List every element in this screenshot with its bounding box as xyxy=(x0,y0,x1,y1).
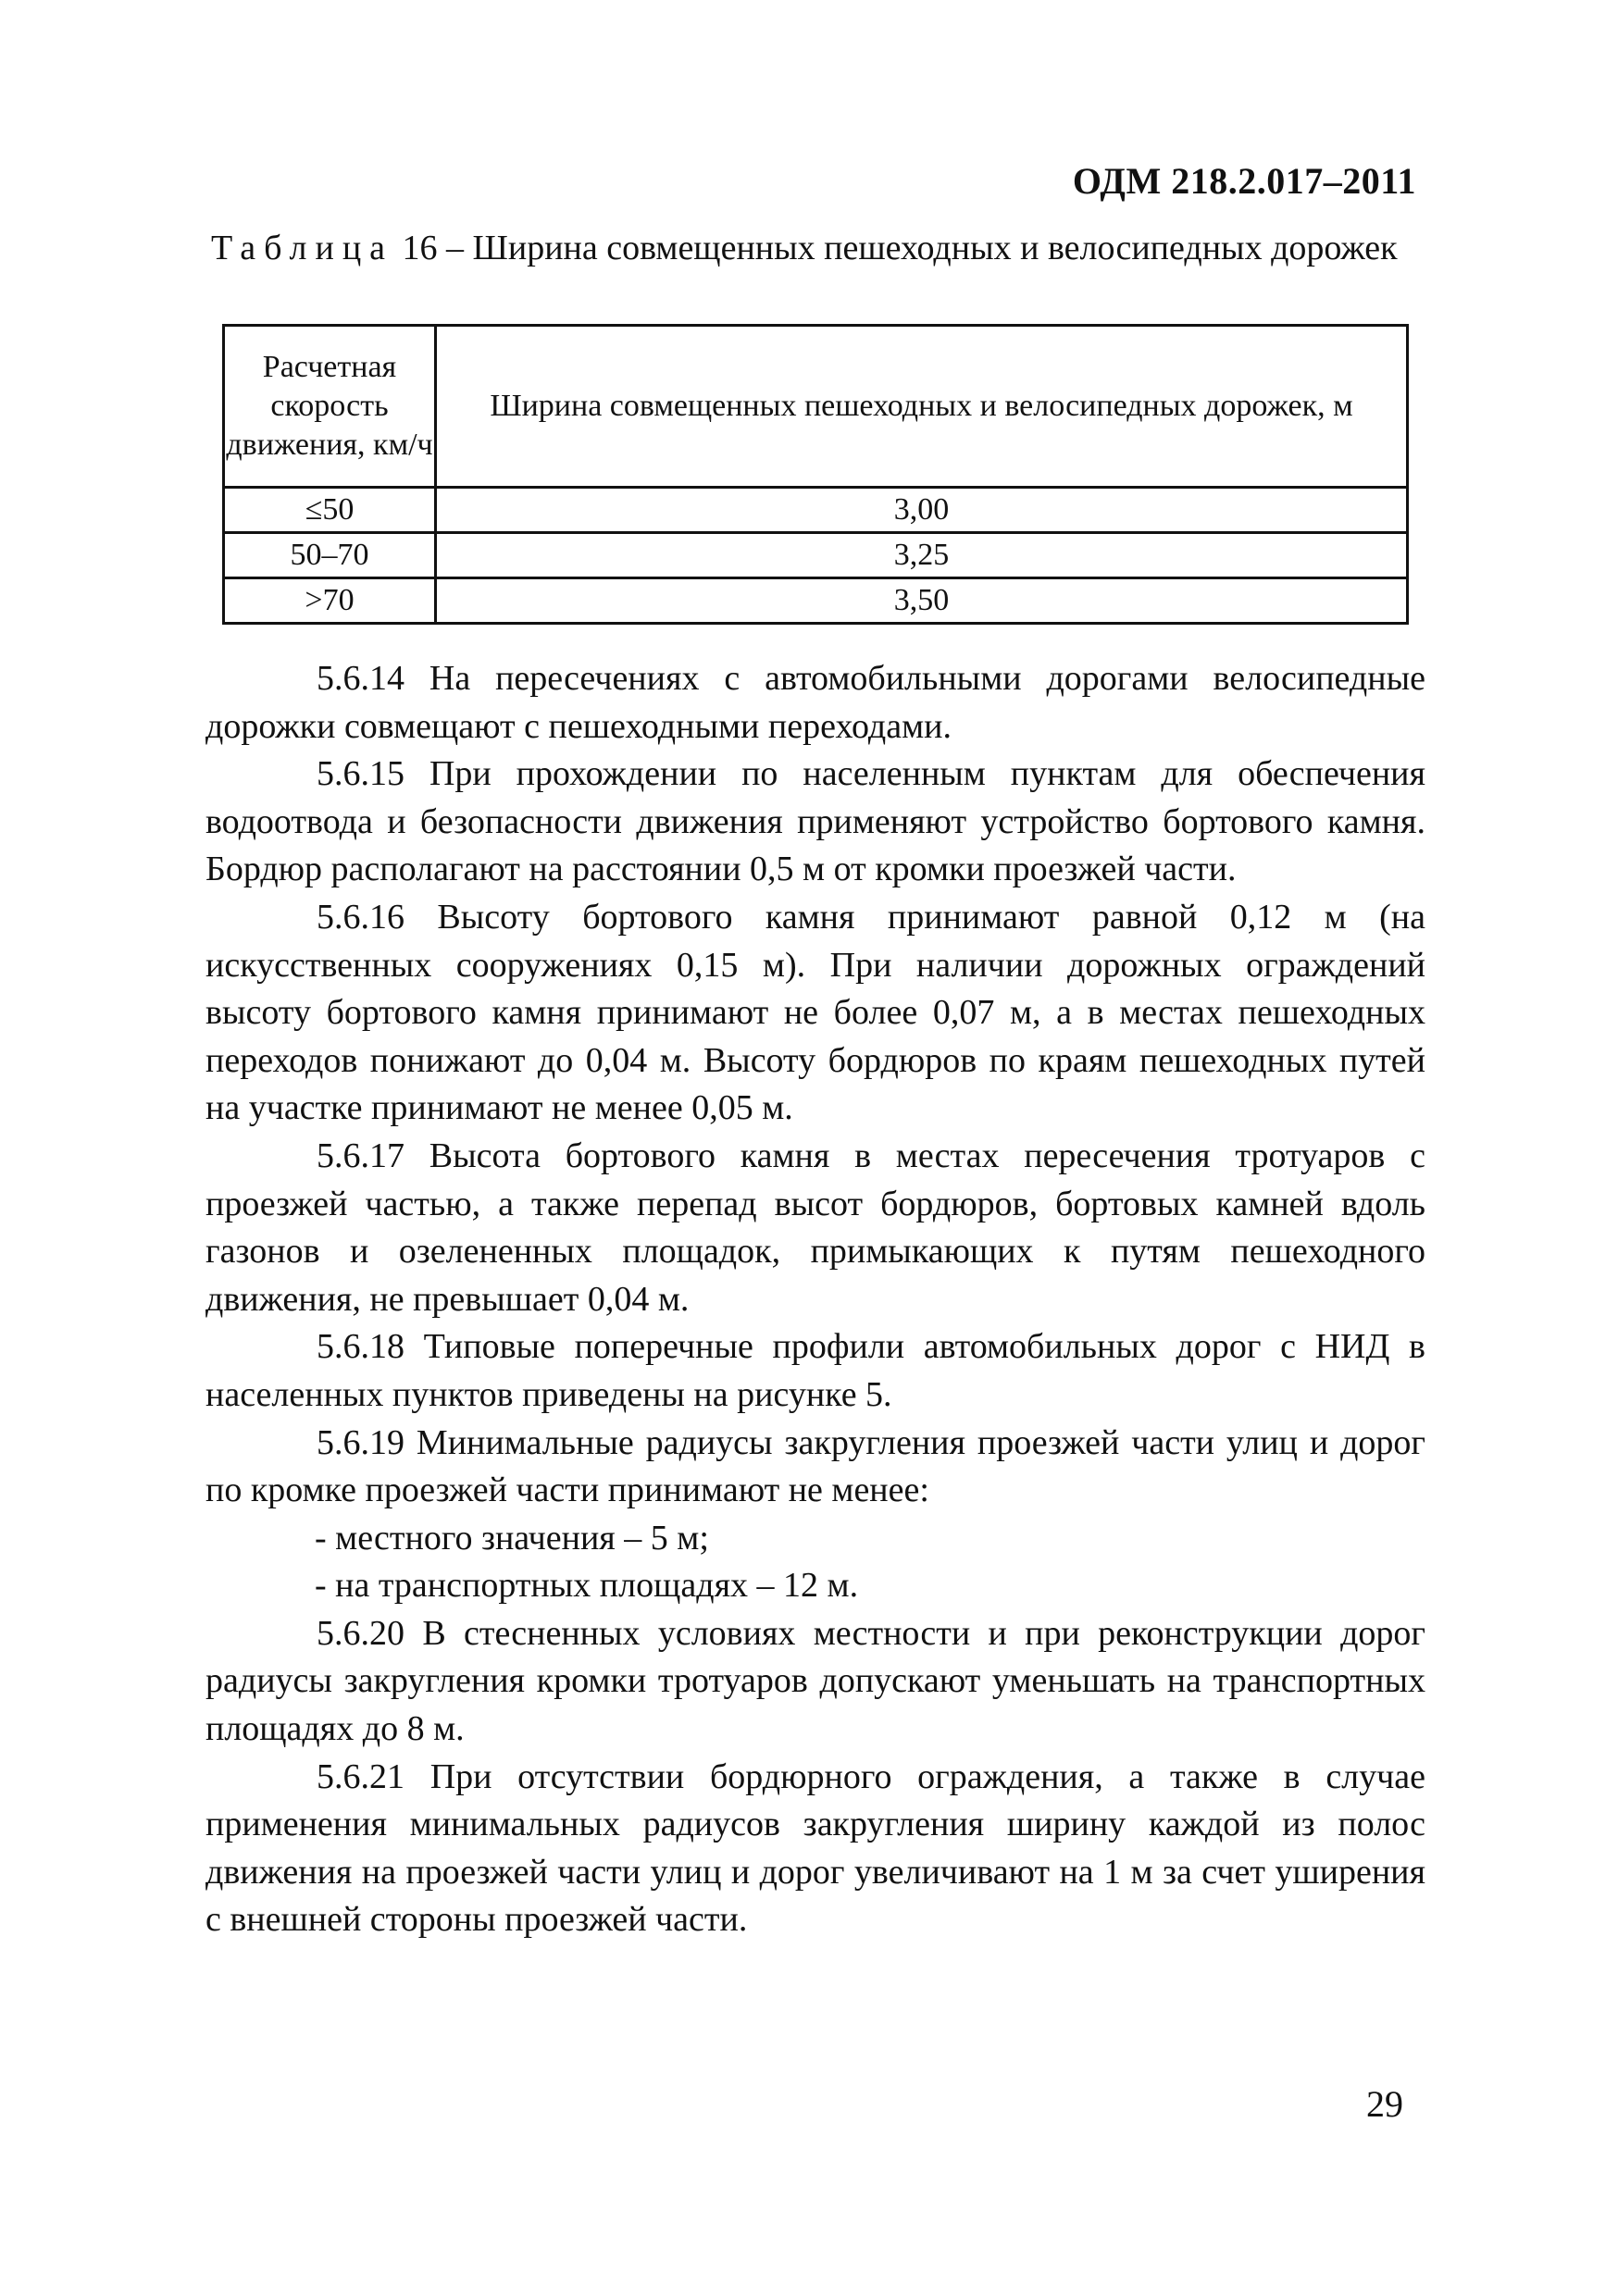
cell-width: 3,00 xyxy=(436,488,1408,533)
paragraph-5-6-19: 5.6.19 Минимальные радиусы закругления проезжей части улиц и дорог по кромке проезжей части принимают не менее: xyxy=(205,1422,1425,1510)
header-speed: Расчетная скорость движения, км/ч xyxy=(224,326,436,488)
table-header-row xyxy=(224,326,1408,488)
table-caption-text: 16 – Ширина совмещенных пешеходных и велосипедных дорожек xyxy=(393,229,1398,267)
cell-width: 3,50 xyxy=(436,578,1408,624)
cell-speed: 50–70 xyxy=(224,533,436,578)
cell-width: 3,25 xyxy=(436,533,1408,578)
paragraph-5-6-15: 5.6.15 При прохождении по населенным пунктам для обеспечения водоотвода и безопасности движения применяют устройство бортового камня. Бордюр располагают на расстоянии 0,5 м от кромки проезжей части. xyxy=(205,754,1425,889)
table-caption xyxy=(211,226,1424,270)
document-code: ОДМ 218.2.017–2011 xyxy=(1072,160,1416,202)
cell-speed: ≤50 xyxy=(224,488,436,533)
table-row xyxy=(224,578,1408,624)
page-number: 29 xyxy=(1366,2083,1403,2125)
paragraph-5-6-20: 5.6.20 В стесненных условиях местности и при реконструкции дорог радиусы закругления кромки тротуаров допускают уменьшать на транспортных площадях до 8 м. xyxy=(205,1613,1425,1749)
paragraph-5-6-14: 5.6.14 На пересечениях с автомобильными дорогами велосипедные дорожки совмещают с пешеходными переходами. xyxy=(205,659,1425,746)
header-width: Ширина совмещенных пешеходных и велосипедных дорожек, м xyxy=(436,326,1408,488)
paragraph-5-6-21: 5.6.21 При отсутствии бордюрного ограждения, а также в случае применения минимальных радиусов закругления ширину каждой из полос движения на проезжей части улиц и дорог увеличивают на 1 м за счет уширения с внешней стороны проезжей части. xyxy=(205,1756,1425,1940)
list-item: - местного значения – 5 м; xyxy=(315,1518,709,1558)
paragraph-5-6-17: 5.6.17 Высота бортового камня в местах пересечения тротуаров с проезжей частью, а также перепад высот бордюров, бортовых камней вдоль газонов и озелененных площадок, примыкающих к путям пешеходного движения, не превышает 0,04 м. xyxy=(205,1136,1425,1319)
table-caption-label: Таблица xyxy=(211,229,394,267)
paragraph-5-6-18: 5.6.18 Типовые поперечные профили автомобильных дорог с НИД в населенных пунктов приведены на рисунке 5. xyxy=(205,1327,1425,1414)
speed-width-table xyxy=(222,324,1409,625)
table-row xyxy=(224,533,1408,578)
paragraph-5-6-16: 5.6.16 Высоту бортового камня принимают равной 0,12 м (на искусственных сооружениях 0,15 м). При наличии дорожных ограждений высоту бортового камня принимают не более 0,07 м, а в местах пешеходных переходов понижают до 0,04 м. Высоту бордюров по краям пешеходных путей на участке принимают не менее 0,05 м. xyxy=(205,897,1425,1128)
cell-speed: >70 xyxy=(224,578,436,624)
body-text xyxy=(205,655,1425,1944)
table-row xyxy=(224,488,1408,533)
list-item: - на транспортных площадях – 12 м. xyxy=(315,1566,859,1606)
